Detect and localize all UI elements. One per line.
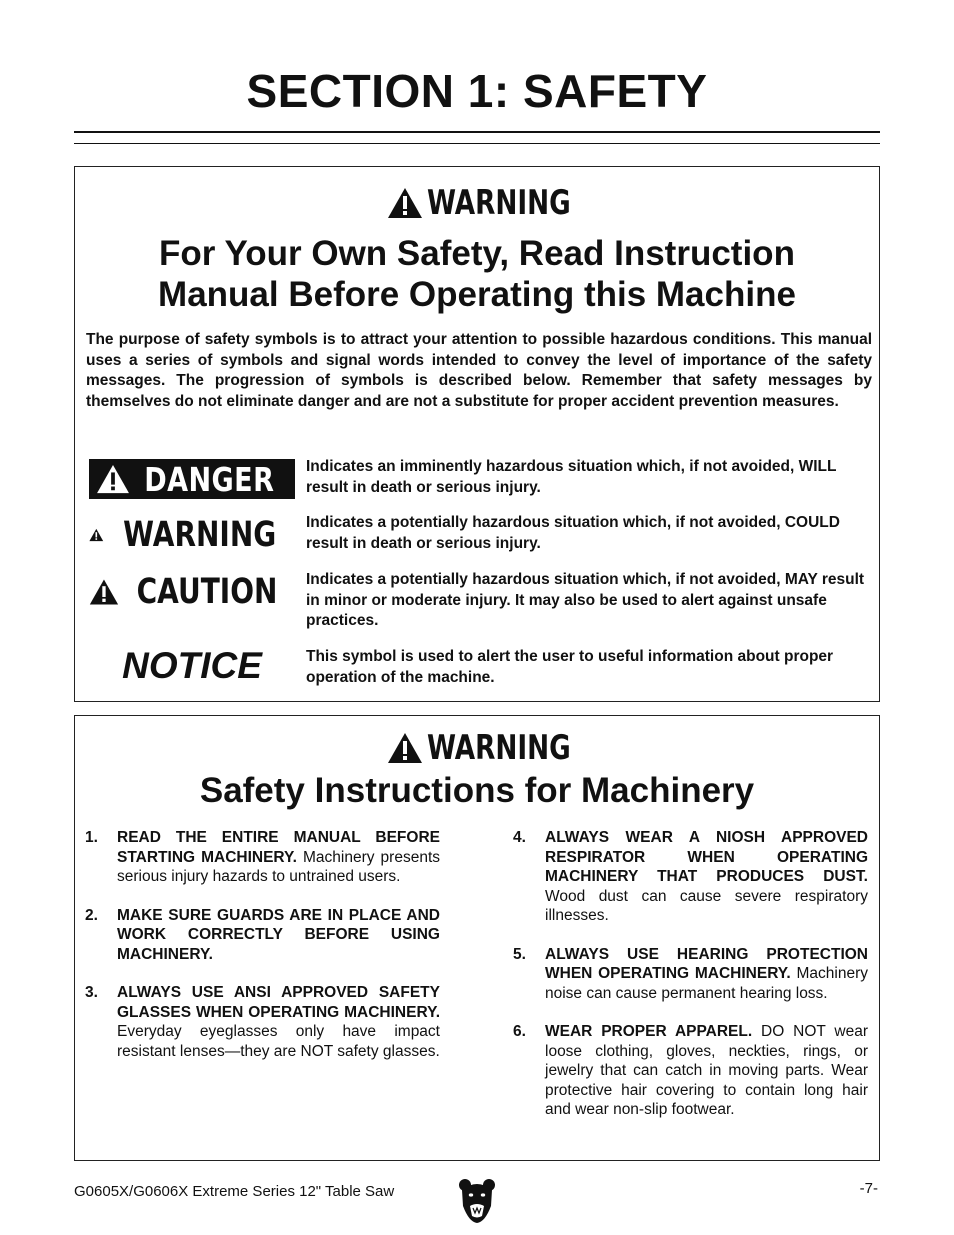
box2-heading: Safety Instructions for Machinery xyxy=(199,771,755,810)
title-rule-thick xyxy=(74,131,880,133)
warning-description: Indicates a potentially hazardous situation which, if not avoided, COULD result in death or serious injury. xyxy=(306,514,840,552)
notice-description: This symbol is used to alert the user to useful information about proper operation of the machine. xyxy=(306,648,834,686)
notice-label: NOTICE xyxy=(122,645,262,686)
notice-badge xyxy=(89,646,295,686)
warning-triangle-icon xyxy=(89,520,104,550)
item-text: Wood dust can cause severe respiratory illnesses. xyxy=(545,887,868,924)
item-number: 4. xyxy=(513,829,526,846)
caution-badge xyxy=(89,572,295,612)
warning-badge xyxy=(89,515,295,555)
item-lead: ALWAYS USE HEARING PROTECTION WHEN OPERATING MACHINERY. xyxy=(545,945,868,982)
list-item xyxy=(85,906,440,965)
box1-heading xyxy=(75,233,879,315)
warning-triangle-icon xyxy=(89,577,119,607)
instructions-right-column xyxy=(513,828,868,1120)
list-item xyxy=(513,828,868,926)
footer-page-number: -7- xyxy=(859,1180,878,1197)
item-text: Machinery noise can cause permanent hearing loss. xyxy=(545,965,868,1002)
item-number: 5. xyxy=(513,945,526,963)
list-item xyxy=(513,945,868,1004)
item-text: Machinery presents serious injury hazards to untrained users. xyxy=(117,848,441,885)
title-rule-thin xyxy=(74,143,880,144)
box1-heading-line1: For Your Own Safety, Read Instruction xyxy=(159,234,795,273)
page-title: SECTION 1: SAFETY xyxy=(246,65,708,117)
item-lead: WEAR PROPER APPAREL. xyxy=(545,1023,753,1040)
caution-label: CAUTION xyxy=(136,572,278,612)
item-number: 6. xyxy=(513,1023,526,1040)
warning-triangle-icon xyxy=(96,464,130,494)
machinery-safety-box xyxy=(74,715,880,1161)
caution-description: Indicates a potentially hazardous situation which, if not avoided, MAY result in minor or moderate injury. It may also be used to alert against unsafe practices. xyxy=(306,571,865,629)
danger-badge xyxy=(89,459,295,499)
item-text: Everyday eyeglasses only have impact resistant lenses—they are NOT safety glasses. xyxy=(117,1023,440,1060)
item-number: 3. xyxy=(85,984,98,1001)
intro-paragraph: The purpose of safety symbols is to attract your attention to possible hazardous conditions. This manual uses a series of symbols and signal words intended to convey the level of importance of the safety messages. The progression of symbols is described below. Remember that safety messages by themselves do not eliminate danger and are not a substitute for proper accident prevention measures. xyxy=(86,331,872,410)
footer-model: G0605X/G0606X Extreme Series 12" Table Saw xyxy=(74,1183,395,1200)
warning-word: WARNING xyxy=(427,183,572,223)
item-lead: ALWAYS WEAR A NIOSH APPROVED RESPIRATOR WHEN OPERATING MACHINERY THAT PRODUCES DUST. xyxy=(545,829,868,885)
danger-description: Indicates an imminently hazardous situation which, if not avoided, WILL result in death or serious injury. xyxy=(306,458,837,496)
list-item xyxy=(85,828,440,887)
bear-logo-icon xyxy=(458,1176,496,1224)
warning-triangle-icon xyxy=(387,732,423,764)
warning-header xyxy=(75,728,879,768)
item-lead: MAKE SURE GUARDS ARE IN PLACE AND WORK CORRECTLY BEFORE USING MACHINERY. xyxy=(117,906,440,963)
item-lead: ALWAYS USE ANSI APPROVED SAFETY GLASSES WHEN OPERATING MACHINERY. xyxy=(117,984,440,1021)
item-text: DO NOT wear loose clothing, gloves, neckties, rings, or jewelry that can catch in moving parts. Wear protective hair covering to contain long hair and wear non-slip footwear. xyxy=(545,1023,869,1118)
warning-word: WARNING xyxy=(427,728,572,768)
warning-header xyxy=(75,183,879,223)
warning-triangle-icon xyxy=(387,187,423,219)
safety-symbols-box xyxy=(74,166,880,702)
instructions-left-column xyxy=(85,828,440,1061)
danger-label: DANGER xyxy=(143,459,275,499)
list-item xyxy=(513,1022,868,1120)
item-number: 1. xyxy=(85,829,98,846)
box1-heading-line2: Manual Before Operating this Machine xyxy=(158,275,796,314)
item-lead: READ THE ENTIRE MANUAL BEFORE STARTING MACHINERY. xyxy=(117,829,440,866)
list-item xyxy=(85,983,440,1061)
item-number: 2. xyxy=(85,906,98,924)
warning-label: WARNING xyxy=(122,515,276,555)
